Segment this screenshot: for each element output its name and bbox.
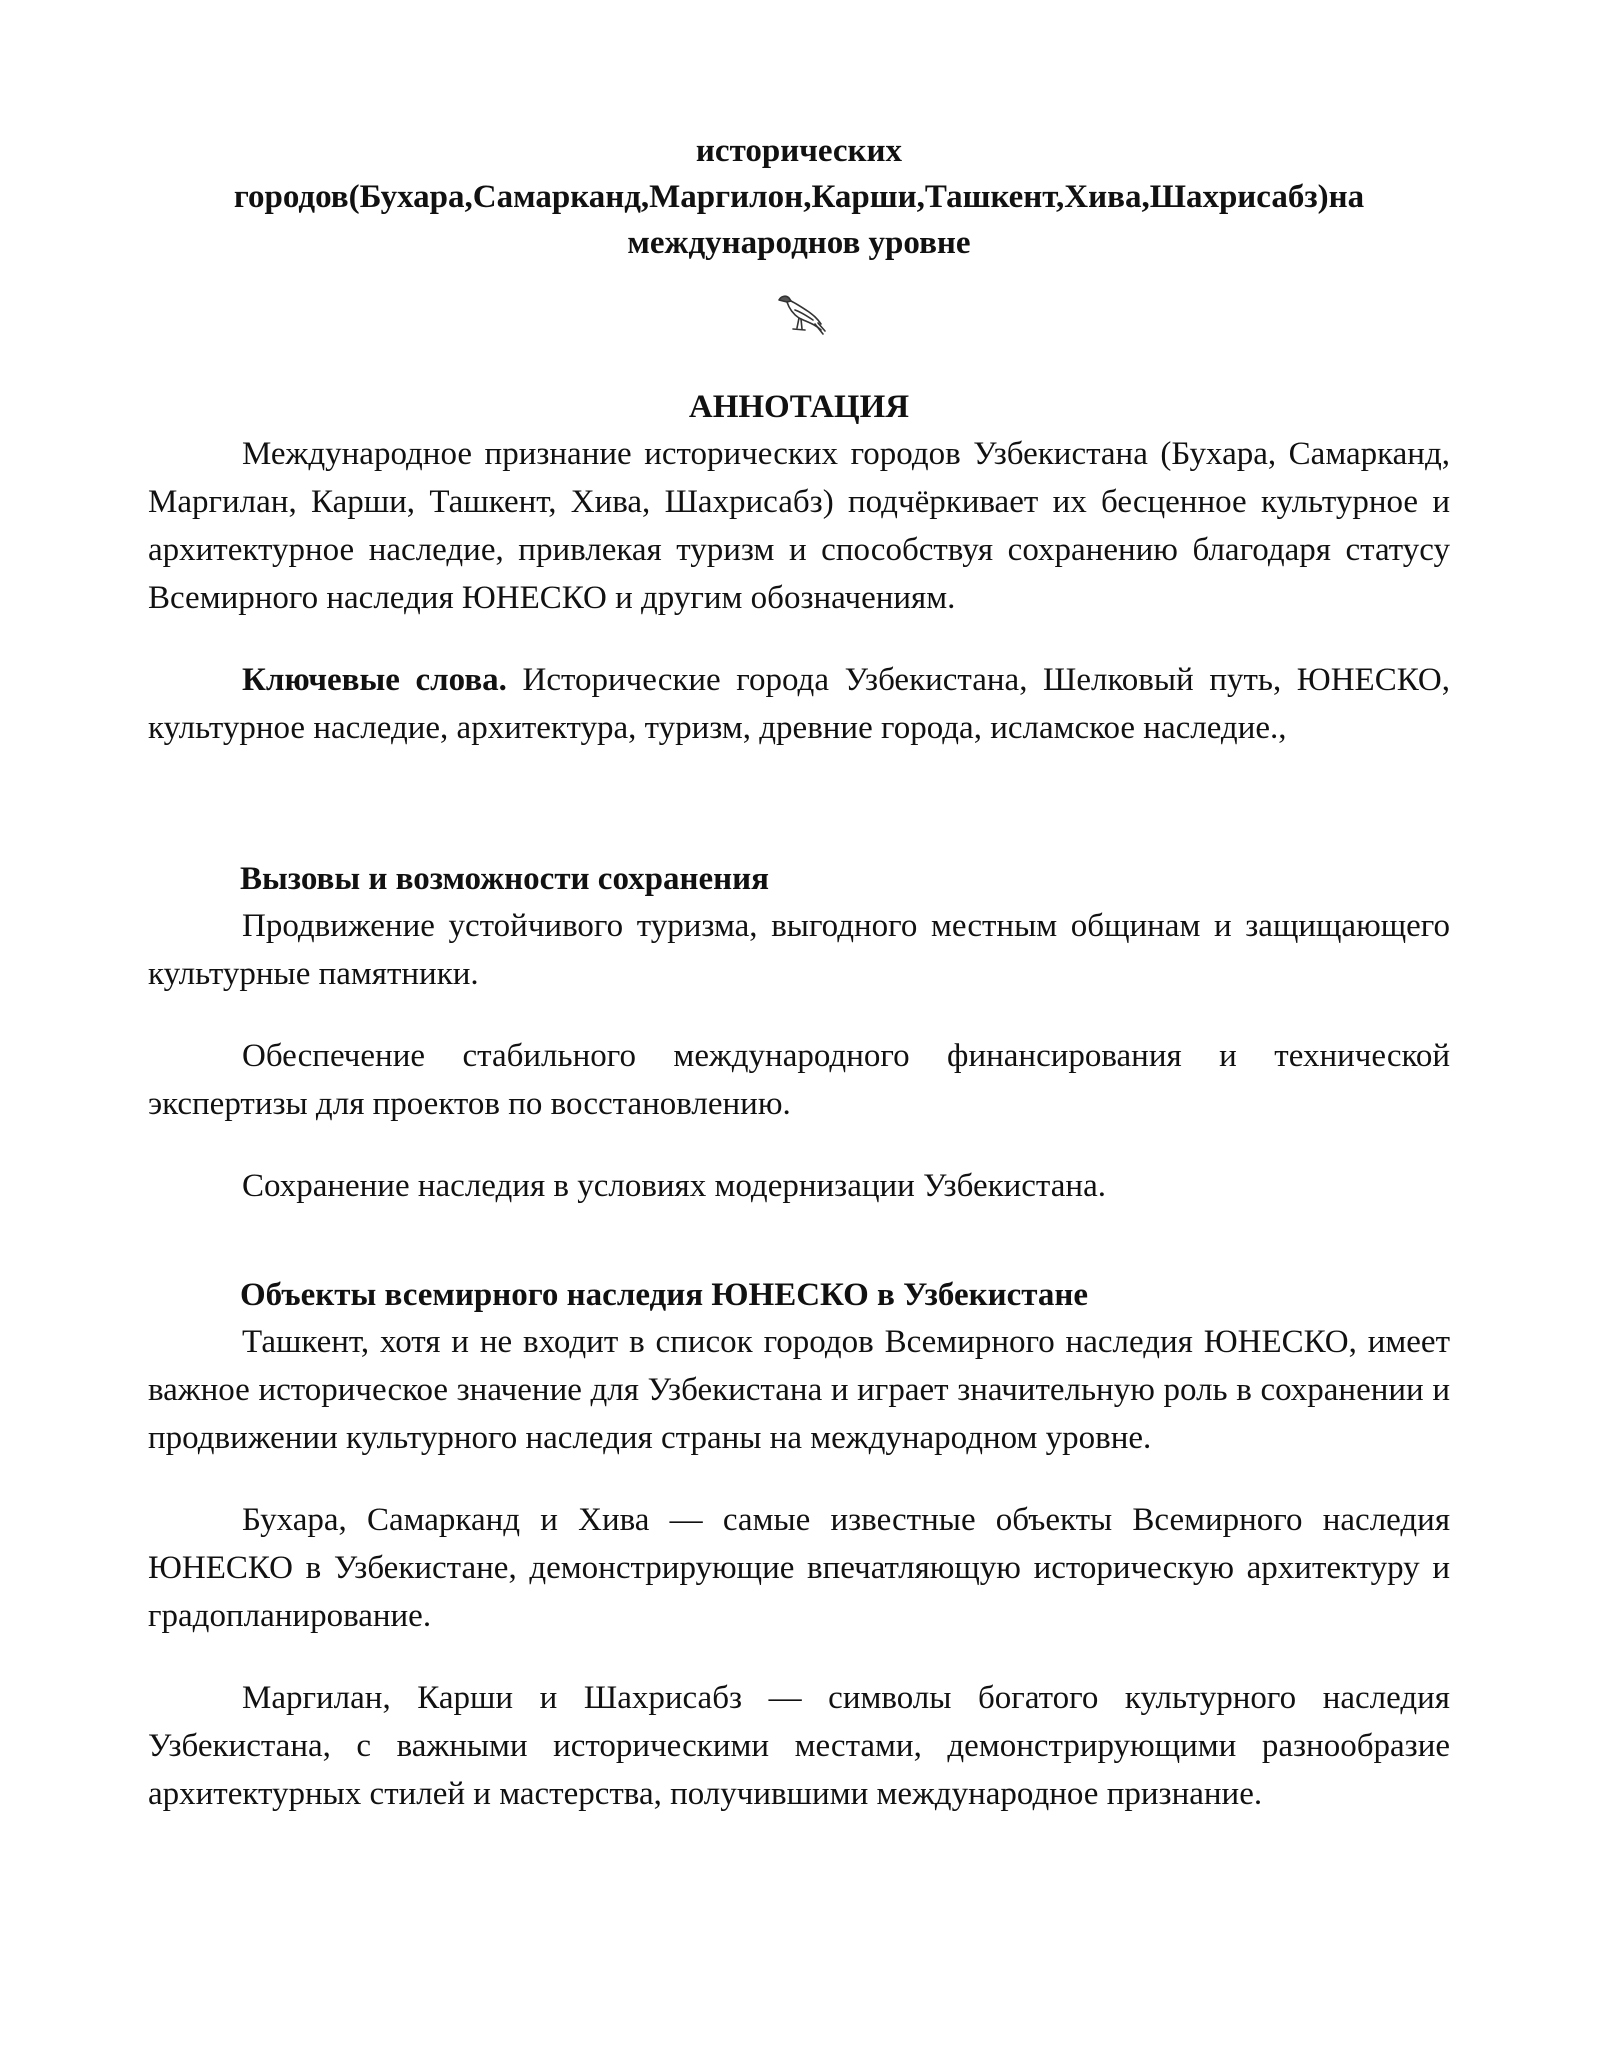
document-page — [148, 128, 1450, 1818]
annotation-heading: АННОТАЦИЯ — [688, 389, 910, 425]
challenges-paragraph-2: Обеспечение стабильного международного финансирования и технической экспертизы для проектов по восстановлению. — [148, 1038, 1450, 1122]
keywords-label: Ключевые слова. — [242, 662, 507, 698]
unesco-paragraph-3: Маргилан, Карши и Шахрисабз — символы богатого культурного наследия Узбекистана, с важными историческими местами, демонстрирующими разнообразие архитектурных стилей и мастерства, получившими международное признание. — [148, 1680, 1450, 1812]
title-line-1: исторических — [695, 133, 903, 169]
title-line-3: международнов уровне — [627, 225, 971, 261]
challenges-paragraph-1: Продвижение устойчивого туризма, выгодного местным общинам и защищающего культурные памятники. — [148, 908, 1450, 992]
keywords-text: Исторические города Узбекистана, Шелковый путь, ЮНЕСКО, культурное наследие, архитектура, туризм, древние города, исламское наследие., — [148, 662, 1450, 746]
challenges-heading: Вызовы и возможности сохранения — [240, 861, 770, 897]
unesco-heading: Объекты всемирного наследия ЮНЕСКО в Узбекистане — [240, 1277, 1089, 1313]
challenges-paragraph-3: Сохранение наследия в условиях модернизации Узбекистана. — [242, 1168, 1106, 1204]
unesco-paragraph-1: Ташкент, хотя и не входит в список городов Всемирного наследия ЮНЕСКО, имеет важное историческое значение для Узбекистана и играет значительную роль в сохранении и продвижении культурного наследия страны на международном уровне. — [148, 1324, 1450, 1456]
annotation-text: Международное признание исторических городов Узбекистана (Бухара, Самарканд, Маргилан, Карши, Ташкент, Хива, Шахрисабз) подчёркивает их бесценное культурное и архитектурное наследие, привлекая туризм и способствуя сохранению благодаря статусу Всемирного наследия ЮНЕСКО и другим обозначениям. — [148, 436, 1450, 616]
keywords-paragraph — [148, 656, 1450, 752]
bird-icon — [771, 290, 827, 340]
unesco-paragraph-2: Бухара, Самарканд и Хива — самые известные объекты Всемирного наследия ЮНЕСКО в Узбекистане, демонстрирующие впечатляющую историческую архитектуру и градопланирование. — [148, 1502, 1450, 1634]
document-title — [148, 128, 1450, 266]
title-line-2: городов(Бухара,Самарканд,Маргилон,Карши,Ташкент,Хива,Шахрисабз)на — [233, 179, 1365, 215]
